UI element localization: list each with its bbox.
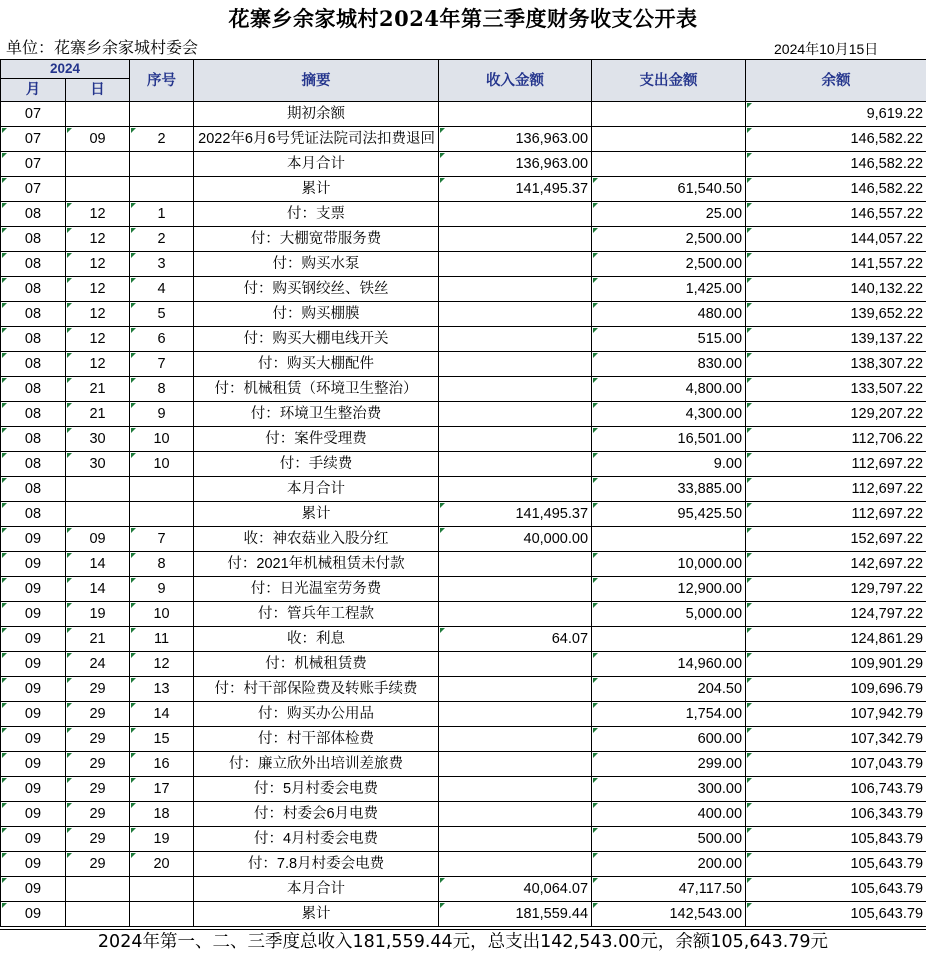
cell-seq: 8 — [130, 552, 194, 577]
cell-day: 09 — [66, 527, 130, 552]
cell-day: 29 — [66, 677, 130, 702]
cell-summary: 收：利息 — [194, 627, 439, 652]
cell-balance: 139,137.22 — [746, 327, 926, 352]
cell-expense: 600.00 — [592, 727, 746, 752]
cell-summary — [194, 127, 439, 152]
cell-summary: 本月合计 — [194, 152, 439, 177]
cell-seq — [130, 477, 194, 502]
cell-seq — [130, 902, 194, 927]
cell-month: 08 — [1, 402, 66, 427]
cell-balance: 144,057.22 — [746, 227, 926, 252]
cell-income — [439, 677, 592, 702]
cell-day: 21 — [66, 377, 130, 402]
cell-day: 12 — [66, 352, 130, 377]
cell-day — [66, 477, 130, 502]
cell-expense: 16,501.00 — [592, 427, 746, 452]
cell-month: 08 — [1, 277, 66, 302]
cell-income — [439, 602, 592, 627]
cell-month: 08 — [1, 227, 66, 252]
cell-expense: 4,300.00 — [592, 402, 746, 427]
cell-summary: 付：7.8月村委会电费 — [194, 852, 439, 877]
cell-day: 30 — [66, 452, 130, 477]
cell-summary: 付：日光温室劳务费 — [194, 577, 439, 602]
cell-balance: 9,619.22 — [746, 102, 926, 127]
cell-income — [439, 577, 592, 602]
cell-day: 12 — [66, 252, 130, 277]
table-row — [1, 852, 926, 877]
cell-income: 136,963.00 — [439, 127, 592, 152]
cell-seq: 20 — [130, 852, 194, 877]
cell-expense: 33,885.00 — [592, 477, 746, 502]
table-row — [1, 277, 926, 302]
cell-balance: 107,342.79 — [746, 727, 926, 752]
table-row — [1, 552, 926, 577]
cell-day — [66, 902, 130, 927]
cell-summary: 本月合计 — [194, 477, 439, 502]
cell-summary: 付：廉立欣外出培训差旅费 — [194, 752, 439, 777]
cell-month: 09 — [1, 727, 66, 752]
cell-seq: 5 — [130, 302, 194, 327]
cell-income — [439, 752, 592, 777]
cell-expense: 5,000.00 — [592, 602, 746, 627]
cell-balance: 124,861.29 — [746, 627, 926, 652]
cell-day: 12 — [66, 302, 130, 327]
cell-income — [439, 802, 592, 827]
cell-day: 12 — [66, 327, 130, 352]
cell-income — [439, 102, 592, 127]
cell-summary: 付：村委会6月电费 — [194, 802, 439, 827]
cell-expense: 4,800.00 — [592, 377, 746, 402]
table-row — [1, 127, 926, 152]
cell-summary: 付：大棚宽带服务费 — [194, 227, 439, 252]
cell-day: 21 — [66, 402, 130, 427]
report-date: 2024年10月15日 — [774, 39, 878, 59]
cell-balance: 112,697.22 — [746, 502, 926, 527]
cell-expense: 480.00 — [592, 302, 746, 327]
cell-expense: 515.00 — [592, 327, 746, 352]
cell-seq: 3 — [130, 252, 194, 277]
cell-day: 29 — [66, 727, 130, 752]
cell-day — [66, 502, 130, 527]
table-row — [1, 702, 926, 727]
cell-seq: 12 — [130, 652, 194, 677]
cell-expense — [592, 127, 746, 152]
table-row — [1, 627, 926, 652]
cell-balance: 146,582.22 — [746, 152, 926, 177]
cell-summary: 付：购买大棚配件 — [194, 352, 439, 377]
cell-day: 30 — [66, 427, 130, 452]
table-row — [1, 602, 926, 627]
cell-day: 29 — [66, 752, 130, 777]
cell-expense: 400.00 — [592, 802, 746, 827]
cell-month: 09 — [1, 702, 66, 727]
header-expense: 支出金额 — [592, 60, 746, 102]
cell-balance: 107,043.79 — [746, 752, 926, 777]
unit-label: 单位：花寨乡余家城村委会 — [6, 37, 198, 59]
cell-month: 07 — [1, 127, 66, 152]
cell-expense: 300.00 — [592, 777, 746, 802]
cell-summary: 付：购买办公用品 — [194, 702, 439, 727]
cell-balance: 105,643.79 — [746, 852, 926, 877]
cell-income — [439, 277, 592, 302]
cell-summary: 付：购买水泵 — [194, 252, 439, 277]
cell-seq: 18 — [130, 802, 194, 827]
cell-day: 14 — [66, 577, 130, 602]
cell-income — [439, 777, 592, 802]
cell-expense: 95,425.50 — [592, 502, 746, 527]
cell-income — [439, 652, 592, 677]
cell-seq: 15 — [130, 727, 194, 752]
cell-summary: 期初余额 — [194, 102, 439, 127]
cell-income — [439, 202, 592, 227]
cell-balance: 106,343.79 — [746, 802, 926, 827]
cell-income — [439, 477, 592, 502]
finance-table — [0, 59, 926, 927]
cell-income — [439, 327, 592, 352]
cell-month: 09 — [1, 752, 66, 777]
table-row — [1, 152, 926, 177]
table-row — [1, 177, 926, 202]
cell-day: 29 — [66, 852, 130, 877]
table-row — [1, 777, 926, 802]
cell-summary: 付：购买棚膜 — [194, 302, 439, 327]
cell-expense — [592, 152, 746, 177]
cell-balance: 106,743.79 — [746, 777, 926, 802]
cell-seq: 2 — [130, 127, 194, 152]
table-row — [1, 902, 926, 927]
cell-expense: 2,500.00 — [592, 252, 746, 277]
cell-balance: 146,582.22 — [746, 177, 926, 202]
cell-day: 19 — [66, 602, 130, 627]
cell-expense: 299.00 — [592, 752, 746, 777]
cell-seq: 16 — [130, 752, 194, 777]
cell-income: 40,064.07 — [439, 877, 592, 902]
cell-day: 29 — [66, 827, 130, 852]
cell-expense: 47,117.50 — [592, 877, 746, 902]
cell-day — [66, 177, 130, 202]
cell-month: 08 — [1, 502, 66, 527]
cell-expense: 12,900.00 — [592, 577, 746, 602]
cell-day: 29 — [66, 777, 130, 802]
cell-income — [439, 452, 592, 477]
cell-month: 09 — [1, 852, 66, 877]
cell-seq: 10 — [130, 452, 194, 477]
table-row — [1, 102, 926, 127]
cell-balance: 112,697.22 — [746, 477, 926, 502]
table-row — [1, 827, 926, 852]
cell-day — [66, 877, 130, 902]
cell-month: 09 — [1, 802, 66, 827]
cell-balance: 105,643.79 — [746, 877, 926, 902]
header-year: 2024 — [1, 60, 130, 79]
cell-seq: 10 — [130, 427, 194, 452]
cell-income — [439, 252, 592, 277]
table-row — [1, 452, 926, 477]
cell-month: 07 — [1, 177, 66, 202]
cell-month: 08 — [1, 302, 66, 327]
cell-day: 09 — [66, 127, 130, 152]
cell-balance: 133,507.22 — [746, 377, 926, 402]
cell-month: 09 — [1, 627, 66, 652]
cell-income: 64.07 — [439, 627, 592, 652]
cell-summary: 付：环境卫生整治费 — [194, 402, 439, 427]
cell-balance: 112,697.22 — [746, 452, 926, 477]
cell-day: 14 — [66, 552, 130, 577]
cell-day: 12 — [66, 227, 130, 252]
table-row — [1, 427, 926, 452]
cell-month: 08 — [1, 352, 66, 377]
cell-day: 24 — [66, 652, 130, 677]
cell-expense — [592, 527, 746, 552]
cell-income — [439, 552, 592, 577]
cell-expense: 204.50 — [592, 677, 746, 702]
cell-balance: 139,652.22 — [746, 302, 926, 327]
cell-balance: 109,901.29 — [746, 652, 926, 677]
cell-expense: 14,960.00 — [592, 652, 746, 677]
cell-seq — [130, 152, 194, 177]
cell-seq: 8 — [130, 377, 194, 402]
cell-month: 08 — [1, 427, 66, 452]
header-day: 日 — [66, 79, 130, 102]
cell-income: 141,495.37 — [439, 177, 592, 202]
cell-income — [439, 852, 592, 877]
cell-balance: 105,843.79 — [746, 827, 926, 852]
cell-income — [439, 302, 592, 327]
table-row — [1, 227, 926, 252]
table-body — [1, 102, 926, 927]
cell-summary: 付：手续费 — [194, 452, 439, 477]
cell-summary: 付：2021年机械租赁未付款 — [194, 552, 439, 577]
cell-balance: 124,797.22 — [746, 602, 926, 627]
cell-balance: 129,797.22 — [746, 577, 926, 602]
page-title: 花寨乡余家城村2024年第三季度财务收支公开表 — [0, 0, 926, 37]
cell-month: 08 — [1, 377, 66, 402]
table-row — [1, 802, 926, 827]
cell-income — [439, 352, 592, 377]
cell-month: 07 — [1, 102, 66, 127]
table-row — [1, 727, 926, 752]
cell-seq: 2 — [130, 227, 194, 252]
cell-month: 08 — [1, 327, 66, 352]
cell-expense: 830.00 — [592, 352, 746, 377]
cell-expense: 1,425.00 — [592, 277, 746, 302]
header-summary: 摘要 — [194, 60, 439, 102]
cell-month: 09 — [1, 777, 66, 802]
cell-expense: 142,543.00 — [592, 902, 746, 927]
cell-seq: 17 — [130, 777, 194, 802]
cell-summary: 付：4月村委会电费 — [194, 827, 439, 852]
cell-day — [66, 152, 130, 177]
cell-summary: 付：案件受理费 — [194, 427, 439, 452]
header-balance: 余额 — [746, 60, 926, 102]
cell-month: 09 — [1, 552, 66, 577]
cell-income — [439, 402, 592, 427]
cell-expense: 9.00 — [592, 452, 746, 477]
cell-day: 29 — [66, 802, 130, 827]
cell-summary: 收：神农菇业入股分红 — [194, 527, 439, 552]
cell-seq — [130, 102, 194, 127]
cell-balance: 142,697.22 — [746, 552, 926, 577]
cell-income: 141,495.37 — [439, 502, 592, 527]
cell-balance: 105,643.79 — [746, 902, 926, 927]
table-row — [1, 352, 926, 377]
cell-seq: 11 — [130, 627, 194, 652]
cell-seq: 9 — [130, 577, 194, 602]
cell-summary: 付：购买钢绞丝、铁丝 — [194, 277, 439, 302]
cell-balance: 146,582.22 — [746, 127, 926, 152]
cell-summary: 付：5月村委会电费 — [194, 777, 439, 802]
cell-month: 09 — [1, 652, 66, 677]
cell-expense: 10,000.00 — [592, 552, 746, 577]
cell-expense: 500.00 — [592, 827, 746, 852]
cell-summary: 付：支票 — [194, 202, 439, 227]
cell-month: 09 — [1, 877, 66, 902]
cell-month: 09 — [1, 827, 66, 852]
cell-seq: 1 — [130, 202, 194, 227]
cell-seq — [130, 502, 194, 527]
header-month: 月 — [1, 79, 66, 102]
cell-balance: 129,207.22 — [746, 402, 926, 427]
cell-expense: 61,540.50 — [592, 177, 746, 202]
header-seq: 序号 — [130, 60, 194, 102]
cell-summary: 付：村干部保险费及转账手续费 — [194, 677, 439, 702]
table-row — [1, 677, 926, 702]
cell-seq: 14 — [130, 702, 194, 727]
cell-income — [439, 702, 592, 727]
table-row — [1, 202, 926, 227]
cell-month: 08 — [1, 452, 66, 477]
cell-income: 40,000.00 — [439, 527, 592, 552]
cell-income — [439, 427, 592, 452]
cell-summary: 付：购买大棚电线开关 — [194, 327, 439, 352]
cell-summary: 累计 — [194, 902, 439, 927]
cell-seq: 10 — [130, 602, 194, 627]
cell-expense — [592, 627, 746, 652]
cell-income — [439, 227, 592, 252]
cell-summary: 本月合计 — [194, 877, 439, 902]
header-income: 收入金额 — [439, 60, 592, 102]
cell-expense — [592, 102, 746, 127]
cell-balance: 146,557.22 — [746, 202, 926, 227]
cell-summary: 付：村干部体检费 — [194, 727, 439, 752]
cell-summary: 累计 — [194, 177, 439, 202]
cell-month: 08 — [1, 477, 66, 502]
cell-income — [439, 727, 592, 752]
table-row — [1, 252, 926, 277]
cell-month: 09 — [1, 527, 66, 552]
table-row — [1, 477, 926, 502]
cell-seq: 7 — [130, 352, 194, 377]
cell-month: 09 — [1, 577, 66, 602]
cell-expense: 25.00 — [592, 202, 746, 227]
cell-expense: 200.00 — [592, 852, 746, 877]
cell-summary: 累计 — [194, 502, 439, 527]
cell-seq: 6 — [130, 327, 194, 352]
cell-month: 07 — [1, 152, 66, 177]
cell-day: 12 — [66, 202, 130, 227]
cell-day: 29 — [66, 702, 130, 727]
cell-day — [66, 102, 130, 127]
cell-month: 09 — [1, 902, 66, 927]
table-row — [1, 377, 926, 402]
table-row — [1, 302, 926, 327]
cell-month: 09 — [1, 677, 66, 702]
cell-balance: 109,696.79 — [746, 677, 926, 702]
footer-summary: 2024年第一、二、三季度总收入181,559.44元，总支出142,543.00元，余额105,643.79元 — [0, 929, 926, 954]
cell-summary: 付：机械租赁（环境卫生整治） — [194, 377, 439, 402]
cell-month: 08 — [1, 252, 66, 277]
cell-summary-text: 2022年6月6号凭证法院司法扣费退回 — [198, 127, 435, 151]
cell-expense: 1,754.00 — [592, 702, 746, 727]
table-row — [1, 752, 926, 777]
cell-seq: 4 — [130, 277, 194, 302]
cell-month: 08 — [1, 202, 66, 227]
cell-income: 181,559.44 — [439, 902, 592, 927]
cell-expense: 2,500.00 — [592, 227, 746, 252]
cell-balance: 152,697.22 — [746, 527, 926, 552]
cell-seq: 9 — [130, 402, 194, 427]
cell-day: 21 — [66, 627, 130, 652]
cell-seq: 19 — [130, 827, 194, 852]
cell-seq: 7 — [130, 527, 194, 552]
cell-income — [439, 377, 592, 402]
table-row — [1, 877, 926, 902]
cell-balance: 141,557.22 — [746, 252, 926, 277]
cell-balance: 140,132.22 — [746, 277, 926, 302]
table-row — [1, 652, 926, 677]
cell-summary: 付：管兵年工程款 — [194, 602, 439, 627]
table-row — [1, 502, 926, 527]
cell-seq — [130, 177, 194, 202]
cell-balance: 112,706.22 — [746, 427, 926, 452]
cell-summary: 付：机械租赁费 — [194, 652, 439, 677]
cell-income: 136,963.00 — [439, 152, 592, 177]
cell-income — [439, 827, 592, 852]
cell-balance: 107,942.79 — [746, 702, 926, 727]
cell-month: 09 — [1, 602, 66, 627]
table-row — [1, 327, 926, 352]
cell-seq: 13 — [130, 677, 194, 702]
table-row — [1, 527, 926, 552]
cell-day: 12 — [66, 277, 130, 302]
cell-balance: 138,307.22 — [746, 352, 926, 377]
table-row — [1, 577, 926, 602]
cell-seq — [130, 877, 194, 902]
table-row — [1, 402, 926, 427]
